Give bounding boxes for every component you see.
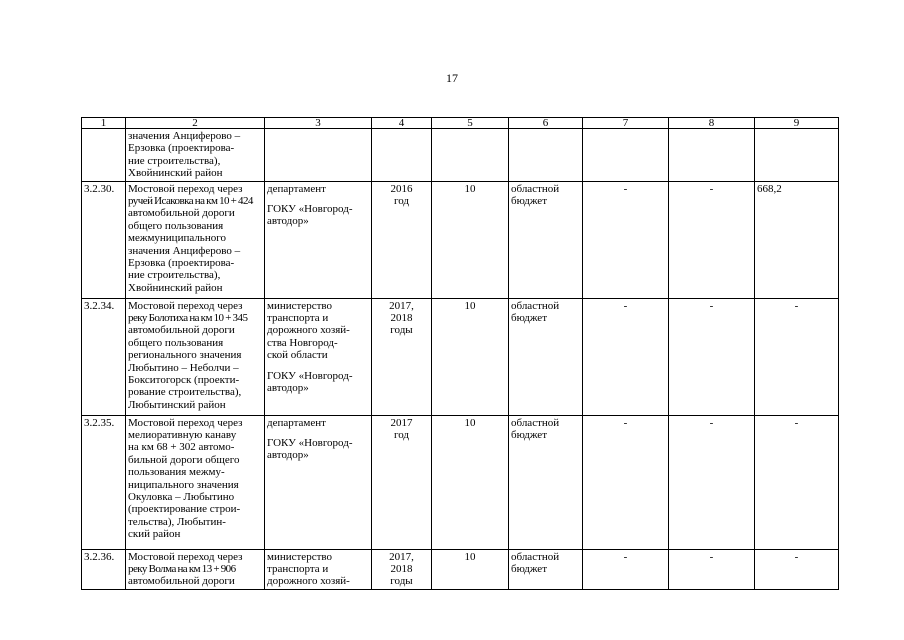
description-line: (проектирование строи-	[128, 503, 241, 516]
block-gap	[267, 195, 369, 203]
header-cell: 6	[509, 118, 583, 129]
target-indicator-cell	[432, 129, 509, 182]
description-line: значения Анциферово –	[128, 244, 241, 257]
funding-col7-value: -	[623, 550, 628, 563]
description-line: Мостовой переход через	[128, 550, 243, 563]
funding-col7-cell	[583, 129, 669, 182]
description-line: Мостовой переход через	[128, 299, 243, 312]
period-line: 2018	[390, 312, 413, 325]
funding-source-line: бюджет	[511, 429, 547, 442]
description-line: Мостовой переход через	[128, 182, 243, 195]
responsible-line: министерство	[267, 299, 333, 312]
period-line: 2018	[390, 563, 413, 576]
page-number: 17	[446, 71, 458, 85]
description-line: регионального значения	[128, 349, 242, 362]
header-cell: 4	[372, 118, 432, 129]
funding-col9-cell	[755, 298, 839, 415]
description-cell	[126, 129, 265, 182]
item-number-cell	[82, 415, 126, 549]
item-number: 3.2.30.	[84, 182, 115, 195]
responsible-line: департамент	[267, 416, 326, 429]
funding-source-cell	[509, 129, 583, 182]
funding-col9-cell	[755, 129, 839, 182]
header-row	[82, 118, 839, 129]
period-line: год	[393, 429, 410, 442]
description-line: значения Анциферово –	[128, 130, 241, 142]
item-number-cell	[82, 129, 126, 182]
header-cell: 8	[669, 118, 755, 129]
funding-source-line: бюджет	[511, 563, 547, 576]
description-line: бильной дороги общего	[128, 453, 240, 466]
funding-source-line: областной	[511, 299, 560, 312]
funding-col9-cell	[755, 549, 839, 589]
responsible-line: департамент	[267, 182, 326, 195]
target-indicator: 10	[464, 550, 476, 563]
responsible-line: транспорта и	[267, 312, 329, 325]
target-indicator-cell	[432, 181, 509, 298]
description-line: Хвойнинский район	[128, 281, 223, 294]
responsible-line: ГОКУ «Новгород-	[267, 369, 353, 382]
item-number: 3.2.36.	[84, 550, 115, 563]
funding-source-cell	[509, 415, 583, 549]
responsible-line: автодор»	[267, 382, 309, 395]
description-cell	[126, 181, 265, 298]
description-line: Ерзовка (проектирова-	[128, 257, 235, 270]
item-number-cell	[82, 298, 126, 415]
funding-col9-value: -	[794, 550, 799, 563]
target-indicator-cell	[432, 415, 509, 549]
description-line: мелиоративную канаву	[128, 429, 237, 442]
header-cell: 9	[755, 118, 839, 129]
funding-col7-cell	[583, 549, 669, 589]
funding-col8-value: -	[709, 182, 714, 195]
description-line: Любытино – Неболчи –	[128, 361, 239, 374]
period-line: годы	[390, 324, 413, 337]
period-cell	[372, 298, 432, 415]
funding-col7-cell	[583, 181, 669, 298]
period-cell	[372, 129, 432, 182]
target-indicator: 10	[464, 299, 476, 312]
description-cell	[126, 415, 265, 549]
description-line: Хвойнинский район	[128, 167, 223, 180]
item-number: 3.2.35.	[84, 416, 115, 429]
funding-col7-value: -	[623, 299, 628, 312]
description-line: Мостовой переход через	[128, 416, 243, 429]
funding-col8-value: -	[709, 550, 714, 563]
funding-source-cell	[509, 181, 583, 298]
table-row	[82, 181, 839, 298]
item-number: 3.2.34.	[84, 299, 115, 312]
funding-col7-value: -	[623, 182, 628, 195]
responsible-cell	[265, 129, 372, 182]
funding-col9-value: -	[794, 416, 799, 429]
responsible-line: ГОКУ «Новгород-	[267, 203, 353, 216]
description-line: Окуловка – Любытино	[128, 491, 235, 504]
responsible-line: ства Новгород-	[267, 336, 338, 349]
period-line: год	[393, 195, 410, 208]
funding-col9-cell	[755, 415, 839, 549]
responsible-line: министерство	[267, 550, 333, 563]
table-row	[82, 129, 839, 182]
block-gap	[267, 429, 369, 437]
period-cell	[372, 181, 432, 298]
target-indicator-cell	[432, 549, 509, 589]
measures-table	[81, 117, 839, 590]
funding-col8-cell	[669, 129, 755, 182]
funding-col7-cell	[583, 415, 669, 549]
description-line: Ерзовка (проектирова-	[128, 142, 235, 155]
funding-col8-cell	[669, 415, 755, 549]
description-line: реку Болотиха на км 10 + 345	[128, 312, 248, 325]
table-row	[82, 415, 839, 549]
funding-source-line: бюджет	[511, 195, 547, 208]
item-number-cell	[82, 549, 126, 589]
description-line: общего пользования	[128, 219, 224, 232]
description-line: автомобильной дороги	[128, 575, 235, 588]
description-line: ние строительства),	[128, 269, 221, 282]
description-cell	[126, 298, 265, 415]
header-cell: 3	[265, 118, 372, 129]
description-line: общего пользования	[128, 336, 224, 349]
description-line: реку Волма на км 13 + 906	[128, 563, 236, 576]
description-line: автомобильной дороги	[128, 324, 235, 337]
description-cell	[126, 549, 265, 589]
description-line: межмуниципального	[128, 232, 226, 245]
table-row	[82, 298, 839, 415]
description-line: пользования межму-	[128, 466, 225, 479]
responsible-cell	[265, 549, 372, 589]
funding-source-cell	[509, 298, 583, 415]
responsible-cell	[265, 298, 372, 415]
funding-source-cell	[509, 549, 583, 589]
header-cell: 1	[82, 118, 126, 129]
block-gap	[267, 362, 369, 370]
funding-col9-value: -	[794, 299, 799, 312]
period-line: 2016	[390, 182, 413, 195]
period-line: 2017	[390, 416, 413, 429]
target-indicator: 10	[464, 182, 476, 195]
responsible-line: ской области	[267, 349, 328, 362]
header-cell: 7	[583, 118, 669, 129]
period-cell	[372, 415, 432, 549]
funding-col9-cell	[755, 181, 839, 298]
period-line: годы	[390, 575, 413, 588]
header-cell: 5	[432, 118, 509, 129]
period-cell	[372, 549, 432, 589]
description-line: ский район	[128, 528, 181, 541]
item-number-cell	[82, 181, 126, 298]
description-line: ние строительства),	[128, 154, 221, 167]
responsible-line: автодор»	[267, 449, 309, 462]
description-line: ниципального значения	[128, 478, 239, 491]
funding-source-line: бюджет	[511, 312, 547, 325]
description-line: ручей Исаковка на км 10 + 424	[128, 195, 253, 208]
period-line: 2017,	[389, 299, 414, 312]
funding-source-line: областной	[511, 182, 560, 195]
table-row	[82, 549, 839, 589]
funding-col7-value: -	[623, 416, 628, 429]
funding-col9-value: 668,2	[757, 182, 782, 195]
funding-col8-cell	[669, 181, 755, 298]
funding-source-line: областной	[511, 550, 560, 563]
description-line: тельства), Любытин-	[128, 515, 226, 528]
responsible-line: дорожного хозяй-	[267, 575, 350, 588]
responsible-line: автодор»	[267, 215, 309, 228]
description-line: рование строительства),	[128, 386, 242, 399]
header-cell: 2	[126, 118, 265, 129]
responsible-cell	[265, 181, 372, 298]
description-line: Любытинский район	[128, 398, 226, 411]
funding-col8-cell	[669, 549, 755, 589]
funding-source-line: областной	[511, 416, 560, 429]
responsible-line: ГОКУ «Новгород-	[267, 437, 353, 450]
responsible-line: транспорта и	[267, 563, 329, 576]
responsible-cell	[265, 415, 372, 549]
description-line: Бокситогорск (проекти-	[128, 374, 240, 387]
funding-col8-value: -	[709, 299, 714, 312]
target-indicator-cell	[432, 298, 509, 415]
funding-col8-value: -	[709, 416, 714, 429]
description-line: на км 68 + 302 автомо-	[128, 441, 235, 454]
responsible-line: дорожного хозяй-	[267, 324, 350, 337]
description-line: автомобильной дороги	[128, 207, 235, 220]
funding-col8-cell	[669, 298, 755, 415]
period-line: 2017,	[389, 550, 414, 563]
target-indicator: 10	[464, 416, 476, 429]
funding-col7-cell	[583, 298, 669, 415]
